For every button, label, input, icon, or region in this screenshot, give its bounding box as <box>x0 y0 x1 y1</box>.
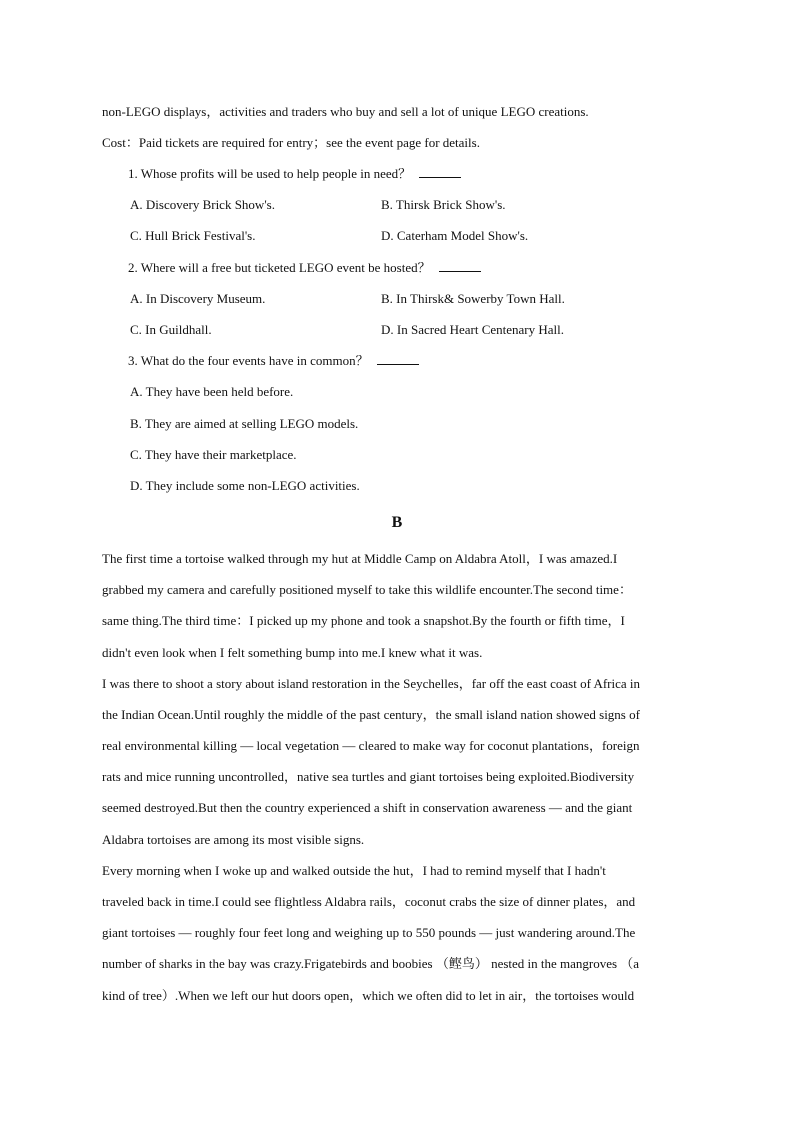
question-3-text: 3. What do the four events have in common？ <box>128 353 369 368</box>
passage-line: rats and mice running uncontrolled，native sea turtles and giant tortoises being exploited.Biodiversity <box>102 769 635 784</box>
answer-blank-1[interactable] <box>419 167 461 178</box>
passage-line: giant tortoises — roughly four feet long and weighing up to 550 pounds — just wandering around.The <box>102 925 636 940</box>
question-3 <box>128 353 419 369</box>
answer-blank-3[interactable] <box>377 354 419 365</box>
question-2-text: 2. Where will a free but ticketed LEGO event be hosted？ <box>128 260 431 275</box>
passage-line: grabbed my camera and carefully positioned myself to take this wildlife encounter.The second time： <box>102 582 632 597</box>
q3-option-a[interactable]: A. They have been held before. <box>130 384 294 399</box>
passage-line: the Indian Ocean.Until roughly the middle of the past century，the small island nation showed signs of <box>102 707 640 722</box>
q3-option-b[interactable]: B. They are aimed at selling LEGO models. <box>130 416 359 431</box>
passage-line: Aldabra tortoises are among its most visible signs. <box>102 832 365 847</box>
intro-line-2: Cost：Paid tickets are required for entry；see the event page for details. <box>102 135 480 150</box>
q1-option-c[interactable]: C. Hull Brick Festival's. <box>130 228 256 243</box>
passage-line: Every morning when I woke up and walked outside the hut，I had to remind myself that I hadn't <box>102 863 606 878</box>
q1-option-b[interactable]: B. Thirsk Brick Show's. <box>381 197 506 212</box>
question-1 <box>128 166 461 182</box>
q2-option-c[interactable]: C. In Guildhall. <box>130 322 212 337</box>
passage-line: didn't even look when I felt something bump into me.I knew what it was. <box>102 645 483 660</box>
passage-line: number of sharks in the bay was crazy.Frigatebirds and boobies （鲣鸟） nested in the mangroves （a <box>102 956 640 971</box>
passage-line: real environmental killing — local vegetation — cleared to make way for coconut plantations，foreign <box>102 738 640 753</box>
q1-option-a[interactable]: A. Discovery Brick Show's. <box>130 197 275 212</box>
question-1-text: 1. Whose profits will be used to help people in need？ <box>128 166 412 181</box>
q2-option-d[interactable]: D. In Sacred Heart Centenary Hall. <box>381 322 565 337</box>
passage-line: I was there to shoot a story about island restoration in the Seychelles，far off the east coast of Africa in <box>102 676 641 691</box>
question-2 <box>128 260 481 276</box>
passage-line: kind of tree）.When we left our hut doors open，which we often did to let in air，the tortoises would <box>102 988 635 1003</box>
q3-option-c[interactable]: C. They have their marketplace. <box>130 447 297 462</box>
q1-option-d[interactable]: D. Caterham Model Show's. <box>381 228 529 243</box>
passage-line: seemed destroyed.But then the country experienced a shift in conservation awareness — and the giant <box>102 800 633 815</box>
passage-line: same thing.The third time：I picked up my phone and took a snapshot.By the fourth or fifth time，I <box>102 613 625 628</box>
q2-option-b[interactable]: B. In Thirsk& Sowerby Town Hall. <box>381 291 565 306</box>
answer-blank-2[interactable] <box>439 261 481 272</box>
section-b-heading: B <box>391 514 403 531</box>
passage-line: traveled back in time.I could see flightless Aldabra rails，coconut crabs the size of dinner plates，and <box>102 894 636 909</box>
passage-line: The first time a tortoise walked through my hut at Middle Camp on Aldabra Atoll，I was amazed.I <box>102 551 618 566</box>
intro-line-1: non-LEGO displays，activities and traders who buy and sell a lot of unique LEGO creations. <box>102 104 589 119</box>
q2-option-a[interactable]: A. In Discovery Museum. <box>130 291 266 306</box>
q3-option-d[interactable]: D. They include some non-LEGO activities. <box>130 478 360 493</box>
